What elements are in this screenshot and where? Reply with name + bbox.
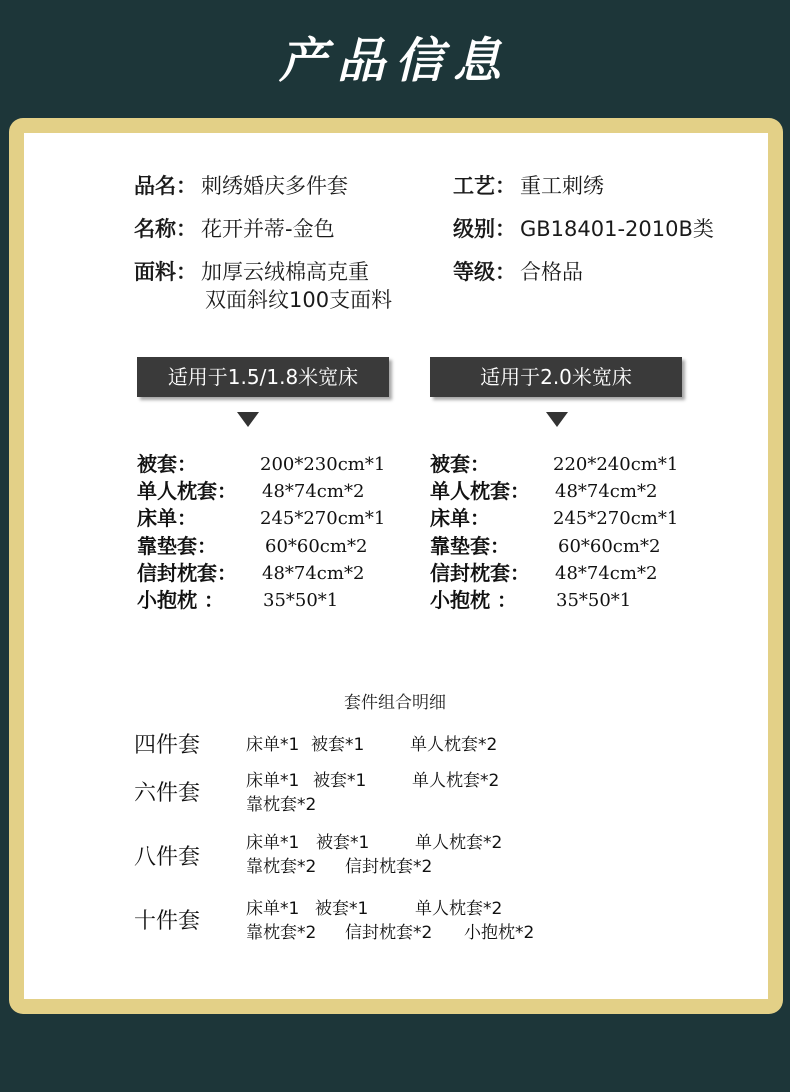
size-key: 靠垫套： — [137, 533, 217, 558]
info-value: 花开并蒂-金色 — [201, 217, 335, 241]
size-value: 245*270cm*1 — [260, 508, 386, 530]
info-key: 品名： — [134, 174, 197, 198]
info-value: 重工刺绣 — [520, 174, 604, 198]
combo-item: 信封枕套*2 — [345, 857, 433, 877]
size-key: 小抱枕 ： — [430, 587, 517, 612]
size-value: 245*270cm*1 — [553, 508, 679, 530]
combo-name: 八件套 — [134, 845, 201, 870]
size-key: 小抱枕 ： — [137, 587, 224, 612]
combo-item: 被套*1 — [311, 735, 365, 755]
size-row — [430, 505, 730, 532]
info-row-craft — [453, 172, 604, 200]
size-key: 床单： — [137, 506, 197, 531]
combo-item: 靠枕套*2 — [246, 857, 317, 877]
info-value: GB18401-2010B类 — [520, 217, 714, 241]
size-row — [430, 451, 730, 478]
size-value: 35*50*1 — [263, 589, 339, 611]
combo-item: 单人枕套*2 — [410, 735, 498, 755]
combo-item: 床单*1 — [246, 771, 300, 791]
size-row — [137, 505, 427, 532]
size-key: 床单： — [430, 506, 490, 531]
combo-six-piece — [134, 766, 654, 816]
combo-item: 被套*1 — [316, 833, 370, 853]
info-key: 面料： — [134, 260, 197, 284]
size-value: 48*74cm*2 — [555, 481, 658, 503]
info-key: 级别： — [453, 217, 516, 241]
info-row-name — [134, 215, 335, 243]
page-title: 产品信息 — [278, 33, 511, 89]
size-value: 48*74cm*2 — [262, 481, 365, 503]
size-key: 被套： — [137, 452, 197, 476]
size-value: 35*50*1 — [556, 589, 632, 611]
size-key: 信封枕套： — [430, 560, 530, 585]
size-key: 信封枕套： — [137, 560, 237, 585]
combo-item: 小抱枕*2 — [464, 923, 535, 943]
combo-item: 信封枕套*2 — [345, 923, 433, 943]
size-value: 60*60cm*2 — [558, 535, 661, 557]
combo-item: 单人枕套*2 — [412, 771, 500, 791]
info-value: 双面斜纹100支面料 — [205, 288, 393, 312]
size-row — [430, 560, 730, 587]
size-value: 220*240cm*1 — [553, 454, 679, 475]
combo-item: 单人枕套*2 — [415, 899, 503, 919]
info-row-fabric-line2 — [205, 286, 392, 314]
combo-name: 四件套 — [134, 733, 201, 758]
arrow-down-icon — [237, 412, 259, 427]
size-value: 200*230cm*1 — [260, 454, 386, 475]
size-row — [137, 560, 427, 587]
info-row-product-name — [134, 172, 348, 200]
combo-name: 十件套 — [134, 909, 201, 934]
combo-item: 床单*1 — [246, 735, 300, 755]
combo-four-piece — [134, 728, 654, 758]
size-list-left — [137, 451, 427, 614]
info-value: 加厚云绒棉高克重 — [201, 260, 369, 284]
combo-item: 床单*1 — [246, 899, 300, 919]
arrow-down-icon — [546, 412, 568, 427]
badge-2-0-bed: 适用于2.0米宽床 — [430, 357, 682, 397]
size-row — [137, 533, 427, 560]
info-value: 刺绣婚庆多件套 — [201, 174, 348, 198]
size-key: 被套： — [430, 452, 490, 476]
info-key: 名称： — [134, 217, 197, 241]
combo-title: 套件组合明细 — [344, 693, 446, 713]
info-value: 合格品 — [520, 260, 583, 284]
combo-name: 六件套 — [134, 781, 201, 806]
info-row-grade — [453, 215, 714, 243]
size-key: 靠垫套： — [430, 533, 510, 558]
size-value: 48*74cm*2 — [555, 562, 658, 584]
size-row — [137, 451, 427, 478]
size-value: 60*60cm*2 — [265, 535, 368, 557]
info-key: 等级： — [453, 260, 516, 284]
info-key: 工艺： — [453, 174, 516, 198]
combo-eight-piece — [134, 828, 654, 878]
size-row — [430, 533, 730, 560]
size-list-right — [430, 451, 730, 614]
combo-item: 被套*1 — [315, 899, 369, 919]
combo-item: 被套*1 — [313, 771, 367, 791]
size-row — [137, 478, 427, 505]
size-value: 48*74cm*2 — [262, 562, 365, 584]
combo-item: 靠枕套*2 — [246, 923, 317, 943]
size-row — [430, 587, 730, 614]
combo-item: 床单*1 — [246, 833, 300, 853]
combo-item: 靠枕套*2 — [246, 795, 317, 815]
badge-1-5-1-8-bed: 适用于1.5/1.8米宽床 — [137, 357, 389, 397]
info-row-fabric — [134, 258, 369, 286]
info-row-level — [453, 258, 583, 286]
size-row — [430, 478, 730, 505]
size-key: 单人枕套： — [430, 479, 530, 504]
combo-item: 单人枕套*2 — [415, 833, 503, 853]
combo-ten-piece — [134, 894, 654, 944]
size-key: 单人枕套： — [137, 479, 237, 504]
size-row — [137, 587, 427, 614]
